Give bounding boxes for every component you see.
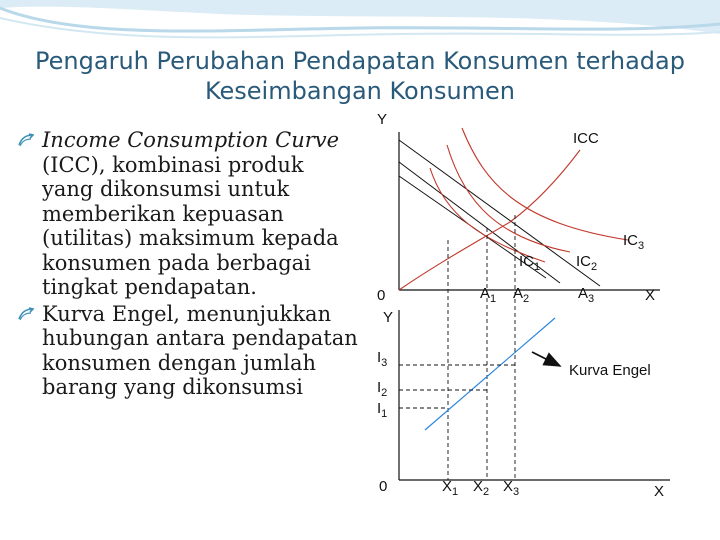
ic1-sub: 1 [534, 261, 541, 273]
ic2-base: IC [576, 253, 591, 270]
bottom-y-label: Y [383, 309, 394, 326]
i1-label [377, 400, 387, 420]
ic2-sub: 2 [591, 261, 598, 273]
a1-label [480, 285, 496, 305]
engel-arrow [532, 352, 560, 366]
bullet-engel-lead: Kurva Engel, [42, 301, 180, 326]
icc-label: ICC [573, 130, 599, 147]
ic2-curve [447, 145, 570, 252]
title-line-1: Pengaruh Perubahan Pendapatan Konsumen terhadap [35, 47, 685, 75]
bullet-icc-text: (ICC), kombinasi produk yang dikonsumsi untuk memberikan kepuasan (utilitas) maksimum kepada konsumen pada berbagai tingkat pendapatan. [42, 152, 339, 299]
engel-label: Kurva Engel [569, 362, 651, 379]
x1-label [442, 478, 458, 498]
top-y-label: Y [377, 111, 388, 128]
i2-label [377, 379, 387, 399]
top-x-label: X [645, 287, 656, 304]
i2-sub: 2 [381, 387, 388, 399]
ic3-base: IC [623, 232, 638, 249]
i3-base: I [377, 349, 382, 366]
i3-sub: 3 [381, 357, 388, 369]
x3-label [503, 478, 519, 498]
ic3-curve [462, 128, 628, 240]
a3-sub: 3 [588, 293, 595, 305]
bottom-x-label: X [654, 483, 665, 500]
engel-curve [425, 318, 555, 430]
x2-label [473, 478, 489, 498]
a2-sub: 2 [523, 293, 530, 305]
bottom-origin-label: 0 [379, 478, 388, 495]
ic3-sub: 3 [638, 240, 645, 252]
x3-sub: 3 [513, 486, 520, 498]
top-origin-label: 0 [377, 287, 386, 304]
a2-base: A [513, 285, 524, 302]
ic3-label [623, 232, 644, 252]
budget-line-3 [399, 140, 600, 286]
a3-base: A [578, 285, 589, 302]
x1-sub: 1 [452, 486, 459, 498]
x3-base: X [503, 478, 514, 495]
a1-base: A [480, 285, 491, 302]
i1-sub: 1 [381, 408, 388, 420]
ic2-label [576, 253, 597, 273]
x2-base: X [473, 478, 484, 495]
a1-sub: 1 [490, 293, 497, 305]
bullet-engel-text: menunjukkan hubungan antara pendapatan konsumen dengan jumlah barang yang dikonsumsi [42, 301, 358, 399]
bullet-icc-lead: Income Consumption Curve [42, 128, 340, 152]
x2-sub: 2 [483, 486, 490, 498]
a3-label [578, 285, 594, 305]
ic1-base: IC [519, 253, 534, 270]
i2-base: I [377, 379, 382, 396]
x1-base: X [442, 478, 453, 495]
i1-base: I [377, 400, 382, 417]
ic1-label [519, 253, 540, 273]
i3-label [377, 349, 387, 369]
title-line-2: Keseimbangan Konsumen [204, 77, 516, 105]
